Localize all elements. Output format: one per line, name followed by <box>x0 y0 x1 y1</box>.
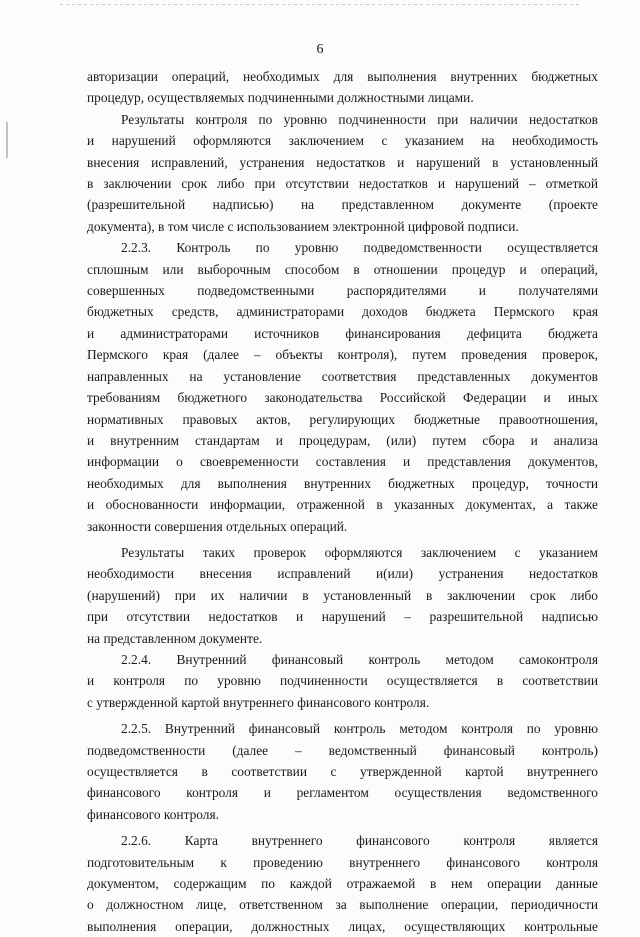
text-line: и обоснованности информации, отраженной в указанных документах, а также <box>87 497 598 513</box>
text-line: бюджетных средств, администраторами доходов бюджета Пермского края <box>87 304 598 320</box>
text-line: (разрешительной надписью) на представленном документе (проекте <box>87 197 598 213</box>
text-line: (нарушений) при их наличии в установленный в заключении срок либо <box>87 587 598 603</box>
text-line: процедур, осуществляемых подчиненными должностными лицами. <box>87 90 474 106</box>
text-line: Результаты таких проверок оформляются заключением с указанием <box>121 544 598 560</box>
text-line: финансового контроля и регламентом осуществления ведомственного <box>87 785 598 801</box>
text-line: документом, содержащим по каждой отражаемой в нем операции данные <box>87 876 598 892</box>
text-line: Пермского края (далее – объекты контроля), путем проведения проверок, <box>87 347 598 363</box>
text-line: сплошным или выборочным способом в отношении процедур и операций, <box>87 261 598 277</box>
text-line: и внутренним стандартам и процедурам, (или) путем сбора и анализа <box>87 432 598 448</box>
text-line: требованиям бюджетного законодательства Российской Федерации и иных <box>87 390 598 406</box>
text-line: 2.2.3. Контроль по уровню подведомственности осуществляется <box>121 240 598 256</box>
text-line: и контроля по уровню подчиненности осуществляется в соответствии <box>87 673 598 689</box>
document-body <box>87 66 598 937</box>
text-line: необходимости внесения исправлений и(или) устранения недостатков <box>87 566 598 582</box>
text-line: подготовительным к проведению внутреннего финансового контроля <box>87 854 598 870</box>
text-line: о должностном лице, ответственном за выполнение операции, периодичности <box>87 897 598 913</box>
text-line: выполнения операции, должностных лицах, осуществляющих контрольные <box>87 918 598 934</box>
text-line: при отсутствии недостатков и нарушений – разрешительной надписью <box>87 609 598 625</box>
text-line: 2.2.5. Внутренний финансовый контроль методом контроля по уровню <box>121 721 598 737</box>
text-line: 2.2.6. Карта внутреннего финансового контроля является <box>121 833 598 849</box>
margin-mark <box>6 122 8 158</box>
text-line: законности совершения отдельных операций. <box>87 518 348 534</box>
text-line: авторизации операций, необходимых для выполнения внутренних бюджетных <box>87 69 598 84</box>
text-line: совершенных подведомственными распорядителями и получателями <box>87 283 598 299</box>
text-line: внесения исправлений, устранения недостатков и нарушений в установленный <box>87 154 598 170</box>
text-line: 2.2.4. Внутренний финансовый контроль методом самоконтроля <box>121 651 598 667</box>
text-line: направленных на установление соответствия представленных документов <box>87 368 598 384</box>
text-line: и нарушений оформляются заключением с указанием на необходимость <box>87 133 598 149</box>
text-line: необходимых для выполнения внутренних бюджетных процедур, точности <box>87 475 598 491</box>
text-line: на представленном документе. <box>87 630 263 646</box>
scan-edge-artifact <box>60 4 580 5</box>
page-number: 6 <box>316 42 324 57</box>
text-line: нормативных правовых актов, регулирующих бюджетные правоотношения, <box>87 411 598 427</box>
text-line: с утвержденной картой внутреннего финансового контроля. <box>87 694 430 710</box>
text-line: и администраторами источников финансирования дефицита бюджета <box>87 325 598 341</box>
text-line: информации о своевременности составления и представления документов, <box>87 454 598 470</box>
text-line: Результаты контроля по уровню подчиненности при наличии недостатков <box>121 111 598 127</box>
text-line: документа), в том числе с использованием электронной цифровой подписи. <box>87 218 519 234</box>
text-line: подведомственности (далее – ведомственный финансовый контроль) <box>87 742 598 758</box>
text-line: осуществляется в соответствии с утвержденной картой внутреннего <box>87 764 598 779</box>
text-line: финансового контроля. <box>87 806 219 822</box>
text-line: в заключении срок либо при отсутствии недостатков и нарушений – отметкой <box>87 176 598 192</box>
